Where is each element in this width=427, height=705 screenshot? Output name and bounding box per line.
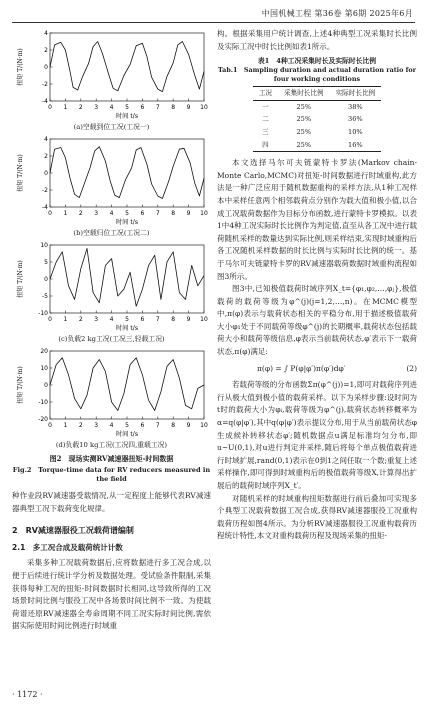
- section-heading: 2 RV减速器服役工况载荷谱编制: [12, 526, 134, 536]
- table-caption-en-1: Tab.1 Sampling duration and actual duration ratio for: [218, 66, 416, 75]
- x-tick-label: 4: [109, 210, 114, 217]
- x-tick-label: 6: [140, 104, 145, 111]
- x-tick-label: 8: [171, 422, 176, 429]
- plot-panel-a: [12, 28, 211, 122]
- paragraph-tail: 种作业段RV减速器受载情况,从一定程度上能够代表RV减速器典型工况下载荷变化规律。: [12, 491, 211, 513]
- x-tick-label: 2: [78, 104, 83, 111]
- page-number: · 1172 ·: [12, 690, 43, 699]
- y-tick-label: -5: [42, 293, 48, 301]
- x-tick-label: 0: [48, 422, 52, 429]
- subsection-heading: 2.1 多工况合成及载荷统计计数: [12, 542, 123, 552]
- x-tick-label: 9: [186, 422, 191, 429]
- table-row: [253, 126, 381, 139]
- table-cell: 四: [253, 139, 278, 152]
- paragraph-mcmc: 本文选择马尔可夫链蒙特卡罗法(Markov chain-Monte Carlo,MCMC)对扭矩-时间数据进行时域重构,此方法是一种广泛应用于随机数据重构的采样方法,从1种工况样本中采样任意两个相邻载荷点分别作为载大值和极小值,以合成工况载荷数据作为目标分布函数,进行蒙特卡罗模拟。以表1中4种工况实际时长比例作为判定值,直至从各工况中进行载荷随机采样的数量达到实际比例,则采样结束,实现时域重构后各工况随机采样数据的时长比例与实际时长比例的统一。基于马尔可夫链蒙特卡罗的RV减速器载荷数据时域重构流程如图3所示。: [217, 158, 417, 281]
- torque-series-line: [50, 42, 204, 92]
- panel-c-caption: (c)负载2 kg工况(工况三,轻载工况): [58, 335, 165, 343]
- x-tick-label: 0: [48, 104, 52, 111]
- figure-caption-en-1: Fig.2 Torque-time data for RV reducers measured in: [12, 466, 211, 474]
- table-cell: 38%: [348, 102, 363, 111]
- x-tick-label: 5: [125, 210, 129, 217]
- figure-caption-en-2: the field: [96, 475, 127, 483]
- x-tick-label: 9: [186, 104, 191, 111]
- x-tick-label: 6: [140, 422, 145, 429]
- y-tick-label: -10: [38, 399, 48, 407]
- y-tick-label: 2: [44, 47, 48, 55]
- x-tick-label: 1: [63, 316, 68, 323]
- table-cell: 25%: [296, 127, 312, 136]
- x-tick-label: 8: [171, 316, 176, 323]
- table-cell: 25%: [296, 102, 312, 111]
- x-tick-label: 1: [63, 422, 68, 429]
- x-tick-label: 5: [125, 422, 129, 429]
- table-row: [253, 100, 381, 113]
- x-tick-label: 0: [48, 316, 52, 323]
- figure-2: [12, 28, 211, 484]
- plot-panel-c: [12, 240, 211, 334]
- x-tick-label: 4: [109, 422, 114, 429]
- y-axis-label: 扭矩 T/(N·m): [17, 366, 24, 404]
- y-tick-label: 0: [44, 64, 48, 72]
- x-tick-label: 10: [200, 210, 208, 217]
- x-tick-label: 3: [94, 210, 99, 217]
- table-cell: 三: [262, 127, 269, 136]
- table-header-cell: 采集时长比例: [278, 87, 330, 101]
- x-tick-label: 7: [155, 422, 160, 429]
- table-cell: 16%: [330, 139, 382, 152]
- paragraph-sampling: 若载荷等级的分布函数Σπ(φ^(j))=1,即可对载荷序列进行从极大值到极小值的载荷采样。以下为采样步骤:设时间为t时的载荷大小为φᵢ,载荷等级为φ^(j),载荷状态转移概率为α=q(φ|φ′),其中q(φ|φ′)表示提议分布,用于从当前载荷状态φ生成候补转移状态φ′;随机数据点u满足标准均匀分布,即u~U(0,1),对u进行判定并采样,随后将每个单点极值载荷进行时域扩展,rand(0,1)表示在0到1之间任取一个数;重复上述采样操作,即可得到时域重构后的极值载荷等级X,计算得出扩展后的载荷时域序列X_t′。: [217, 380, 417, 490]
- paragraph-fig3: 图3中,已知极值载荷时域序列X_t={φ₁,φ₂,…,φⱼ},极值载荷的载荷等级为φ^(j)(j=1,2,…,n)。在MCMC模型中,π(φ)表示与载荷状态相关的平稳分布,用于描述极值载荷大小φ₁处于不同载荷等级φ^(j)的长期概率,载荷状态包括载荷大小和载荷等级信息,φ表示当前载荷状态,φ′表示下一载荷状态,π(φ)满足:: [217, 284, 417, 357]
- ratio-table: [253, 86, 381, 152]
- table-header-cell: 实际时长比例: [330, 87, 382, 101]
- y-tick-label: -20: [38, 416, 48, 424]
- x-tick-label: 8: [171, 210, 176, 217]
- table-caption-en-2: four working conditions: [273, 75, 361, 84]
- panel-b-caption: (b)空载归位工况(工况二): [73, 229, 150, 237]
- plot-panel-d: [12, 346, 211, 440]
- table-cell: 二: [262, 115, 269, 124]
- right-column: [217, 28, 417, 543]
- torque-series-line: [50, 147, 204, 199]
- table-cell: 10%: [348, 127, 363, 136]
- x-tick-label: 9: [186, 210, 191, 217]
- x-tick-label: 8: [171, 104, 176, 111]
- header-rule: [12, 22, 415, 23]
- x-tick-label: 4: [109, 104, 114, 111]
- x-tick-label: 7: [155, 104, 160, 111]
- table-row: [253, 113, 381, 126]
- x-tick-label: 0: [48, 210, 52, 217]
- x-tick-label: 7: [155, 316, 160, 323]
- y-tick-label: 0: [44, 170, 48, 178]
- x-tick-label: 5: [125, 316, 129, 323]
- y-tick-label: 4: [44, 136, 48, 144]
- panel-a-caption: (a)空载到位工况(工况一): [73, 123, 150, 131]
- plot-frame: [50, 33, 204, 101]
- table-row: [253, 139, 381, 152]
- x-tick-label: 3: [94, 104, 99, 111]
- x-tick-label: 3: [94, 422, 99, 429]
- equation-body: π(φ) = ∫ P(φ|φ′)π(φ′)dφ′: [257, 363, 346, 373]
- y-tick-label: 0: [44, 382, 48, 390]
- y-axis-label: 扭矩 T/(N·m): [17, 260, 24, 298]
- y-tick-label: 10: [40, 365, 48, 373]
- x-tick-label: 10: [200, 422, 208, 429]
- running-header: [0, 0, 427, 26]
- y-tick-label: -10: [38, 310, 48, 318]
- y-tick-label: 5: [44, 259, 48, 267]
- paragraph-2-1: 采集多种工况载荷数据后,应将数据进行多工况合成,以便于后续进行统计学分析及数据处理。受试验条件限制,采集获得每种工况的扭矩-时间数据时长相同,这导致所得的工况场景时间比例与服役工况中各场景时间比例不一致。为使载荷谱还原RV减速器全寿命周期不同工况实际时间比例,需依据实际使用时间比例进行时域重: [12, 558, 211, 631]
- journal-title: 中国机械工程 第36卷 第6期 2025年6月: [261, 9, 413, 18]
- x-tick-label: 5: [125, 104, 129, 111]
- equation-number: (2): [406, 363, 417, 373]
- x-tick-label: 1: [63, 104, 68, 111]
- x-axis-label: 时间 t/s: [115, 431, 139, 438]
- table-header-row: [253, 87, 381, 101]
- x-tick-label: 7: [155, 210, 160, 217]
- y-tick-label: 2: [44, 153, 48, 161]
- x-axis-label: 时间 t/s: [115, 113, 139, 120]
- paragraph-top: 构。根据采集用户统计调查,上述4种典型工况采集时长比例及实际工况中时长比例如表1所示。: [217, 29, 417, 51]
- x-tick-label: 2: [78, 210, 83, 217]
- equation-2: [217, 363, 417, 376]
- x-tick-label: 3: [94, 316, 99, 323]
- x-tick-label: 1: [63, 210, 68, 217]
- table-header-cell: 工况: [253, 87, 278, 101]
- left-column: [12, 28, 211, 633]
- x-axis-label: 时间 t/s: [115, 325, 139, 332]
- y-tick-label: -2: [42, 81, 48, 89]
- x-axis-label: 时间 t/s: [115, 219, 139, 226]
- table-cell: 36%: [348, 115, 363, 124]
- table-cell: 25%: [296, 115, 312, 124]
- plot-frame: [50, 245, 204, 313]
- x-tick-label: 6: [140, 210, 145, 217]
- y-axis-label: 扭矩 T/(N·m): [17, 48, 24, 86]
- x-tick-label: 9: [186, 316, 191, 323]
- torque-series-line: [50, 248, 204, 306]
- paragraph-last: 对随机采样的时域重构扭矩数据进行前后叠加可实现多个典型工况载荷数据工况合成,获得RV减速器服役工况重构载荷历程如图4所示。为分析RV减速器服役工况重构载荷历程统计特性,本文对重构载荷历程及现场采集的扭矩-: [217, 493, 417, 541]
- torque-series-line: [50, 358, 204, 411]
- x-tick-label: 4: [109, 316, 114, 323]
- y-tick-label: -2: [42, 187, 48, 195]
- x-tick-label: 2: [78, 422, 83, 429]
- x-tick-label: 2: [78, 316, 83, 323]
- plot-panel-b: [12, 134, 211, 228]
- x-tick-label: 6: [140, 316, 145, 323]
- y-tick-label: 0: [44, 276, 48, 284]
- table-caption: 表1 4种工况采集时长及实际时长比例: [257, 57, 377, 66]
- table-cell: 25%: [278, 139, 330, 152]
- table-cell: 一: [262, 102, 269, 111]
- figure-caption: 图2 现场实测RV减速器扭矩-时间数据: [49, 454, 174, 463]
- y-tick-label: 4: [44, 30, 48, 38]
- x-tick-label: 10: [200, 316, 208, 323]
- y-tick-label: 10: [40, 242, 48, 250]
- y-tick-label: 20: [40, 348, 48, 356]
- y-tick-label: -4: [42, 204, 48, 212]
- x-tick-label: 10: [200, 104, 208, 111]
- y-tick-label: -4: [42, 98, 48, 106]
- y-axis-label: 扭矩 T/(N·m): [17, 154, 24, 192]
- panel-d-caption: (d)负载10 kg工况(工况四,重载工况): [55, 441, 168, 449]
